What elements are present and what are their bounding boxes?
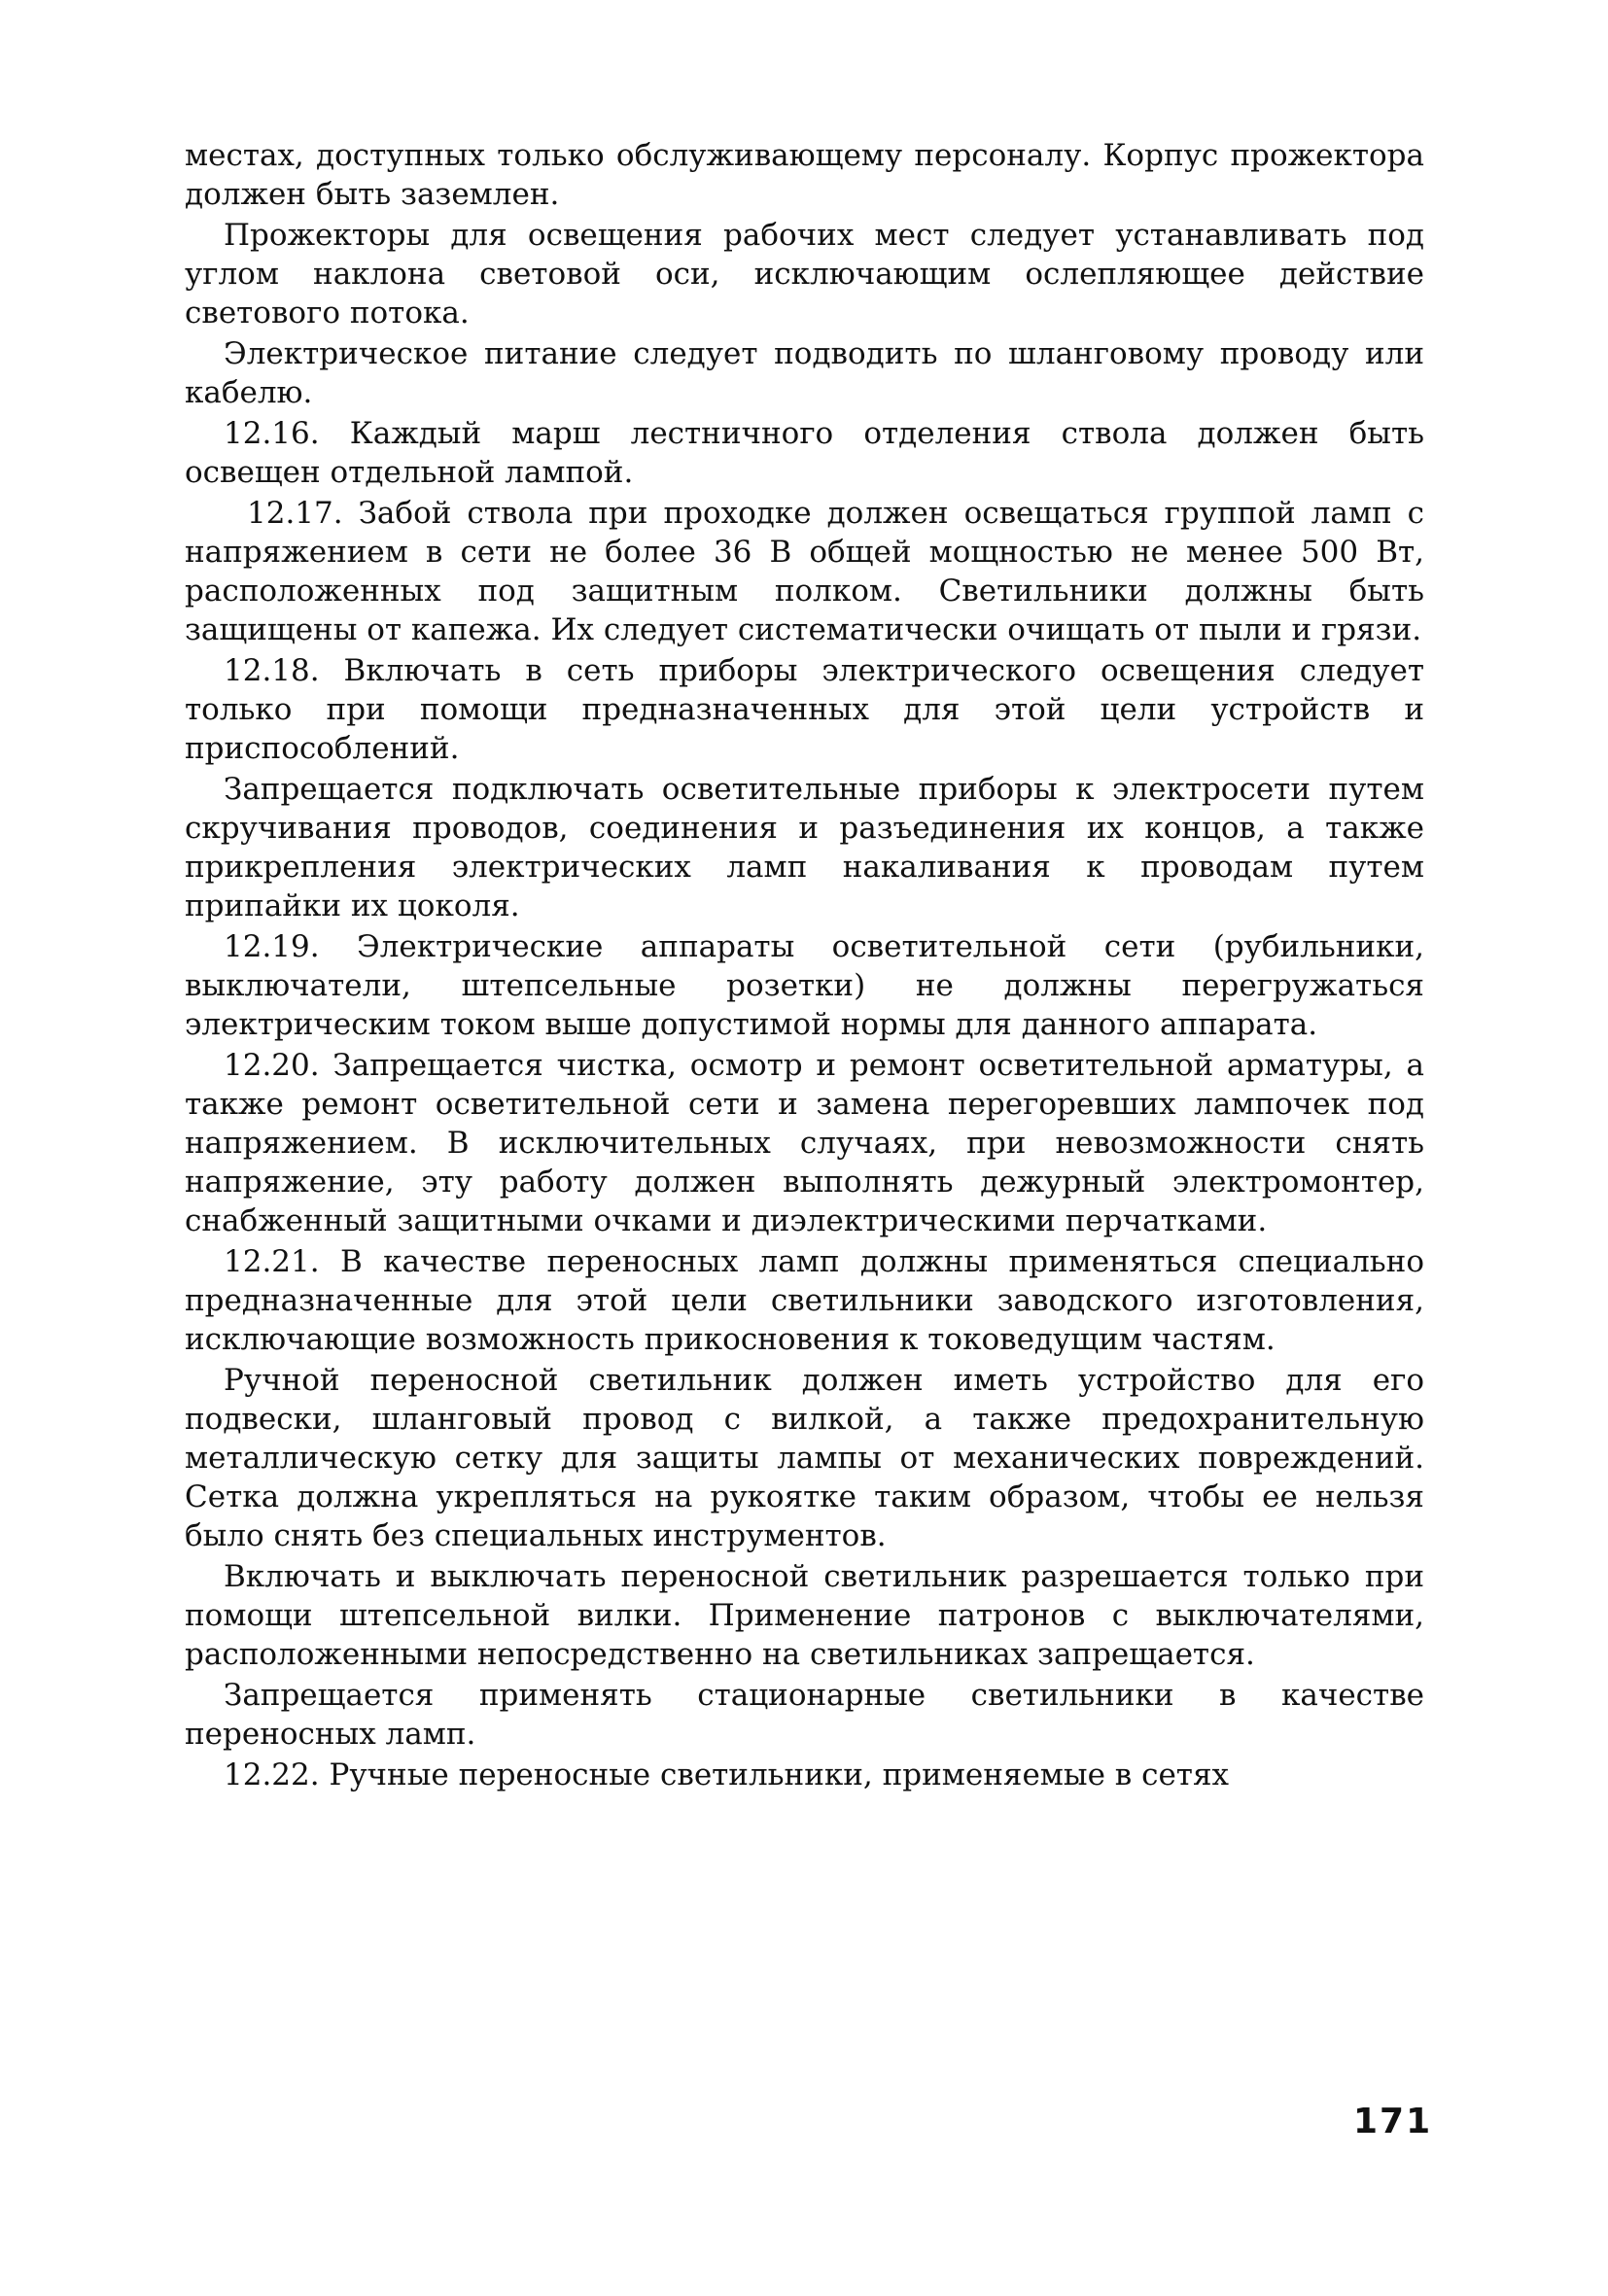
paragraph-connection-prohibited: Запрещается подключать осветительные приборы к электросети путем скручивания проводов, соединения и разъединения их концов, а также прикрепления электрических ламп накаливания к проводам путем припайки их цоколя.	[185, 772, 1424, 923]
paragraph-12-19: 12.19. Электрические аппараты осветительной сети (рубильники, выключатели, штепсельные розетки) не должны перегружаться электрическим током выше допустимой нормы для данного аппарата.	[185, 929, 1424, 1042]
paragraph-12-21: 12.21. В качестве переносных ламп должны применяться специально предназначенные для этой цели светильники заводского изготовления, исключающие возможность прикосновения к токоведущим частям.	[185, 1244, 1424, 1357]
paragraph-12-17: 12.17. Забой ствола при проходке должен освещаться группой ламп с напряжением в сети не более 36 В общей мощностью не менее 500 Вт, расположенных под защитным полком. Светильники должны быть защищены от капежа. Их следует систематически очищать от пыли и грязи.	[185, 496, 1424, 647]
paragraph-stationary-lamps: Запрещается применять стационарные светильники в качестве переносных ламп.	[185, 1678, 1424, 1752]
paragraph-12-20: 12.20. Запрещается чистка, осмотр и ремонт осветительной арматуры, а также ремонт осветительной сети и замена перегоревших лампочек под напряжением. В исключительных случаях, при невозможности снять напряжение, эту работу должен выполнять дежурный электромонтер, снабженный защитными очками и диэлектрическими перчатками.	[185, 1048, 1424, 1238]
paragraph-hand-lamp-requirements: Ручной переносной светильник должен иметь устройство для его подвески, шланговый провод с вилкой, а также предохранительную металлическую сетку для защиты лампы от механических повреждений. Сетка должна укрепляться на рукоятке таким образом, чтобы ее нельзя было снять без специальных инструментов.	[185, 1363, 1424, 1553]
paragraph-12-22: 12.22. Ручные переносные светильники, применяемые в сетях	[224, 1757, 1229, 1792]
page-number: 171	[1353, 2102, 1433, 2141]
page-body	[185, 136, 1424, 1796]
paragraph-switching-lamp: Включать и выключать переносной светильник разрешается только при помощи штепсельной вилки. Применение патронов с выключателями, расположенными непосредственно на светильниках запрещается.	[185, 1559, 1424, 1672]
paragraph-12-16: 12.16. Каждый марш лестничного отделения ствола должен быть освещен отдельной лампой.	[185, 416, 1424, 490]
paragraph-continuation: местах, доступных только обслуживающему персоналу. Корпус прожектора должен быть заземлен.	[185, 138, 1424, 212]
paragraph-power-supply: Электрическое питание следует подводить по шланговому проводу или кабелю.	[185, 336, 1424, 410]
paragraph-floodlights-mounting: Прожекторы для освещения рабочих мест следует устанавливать под углом наклона световой оси, исключающим ослепляющее действие светового потока.	[185, 218, 1424, 330]
paragraph-12-18: 12.18. Включать в сеть приборы электрического освещения следует только при помощи предназначенных для этой цели устройств и приспособлений.	[185, 653, 1424, 766]
